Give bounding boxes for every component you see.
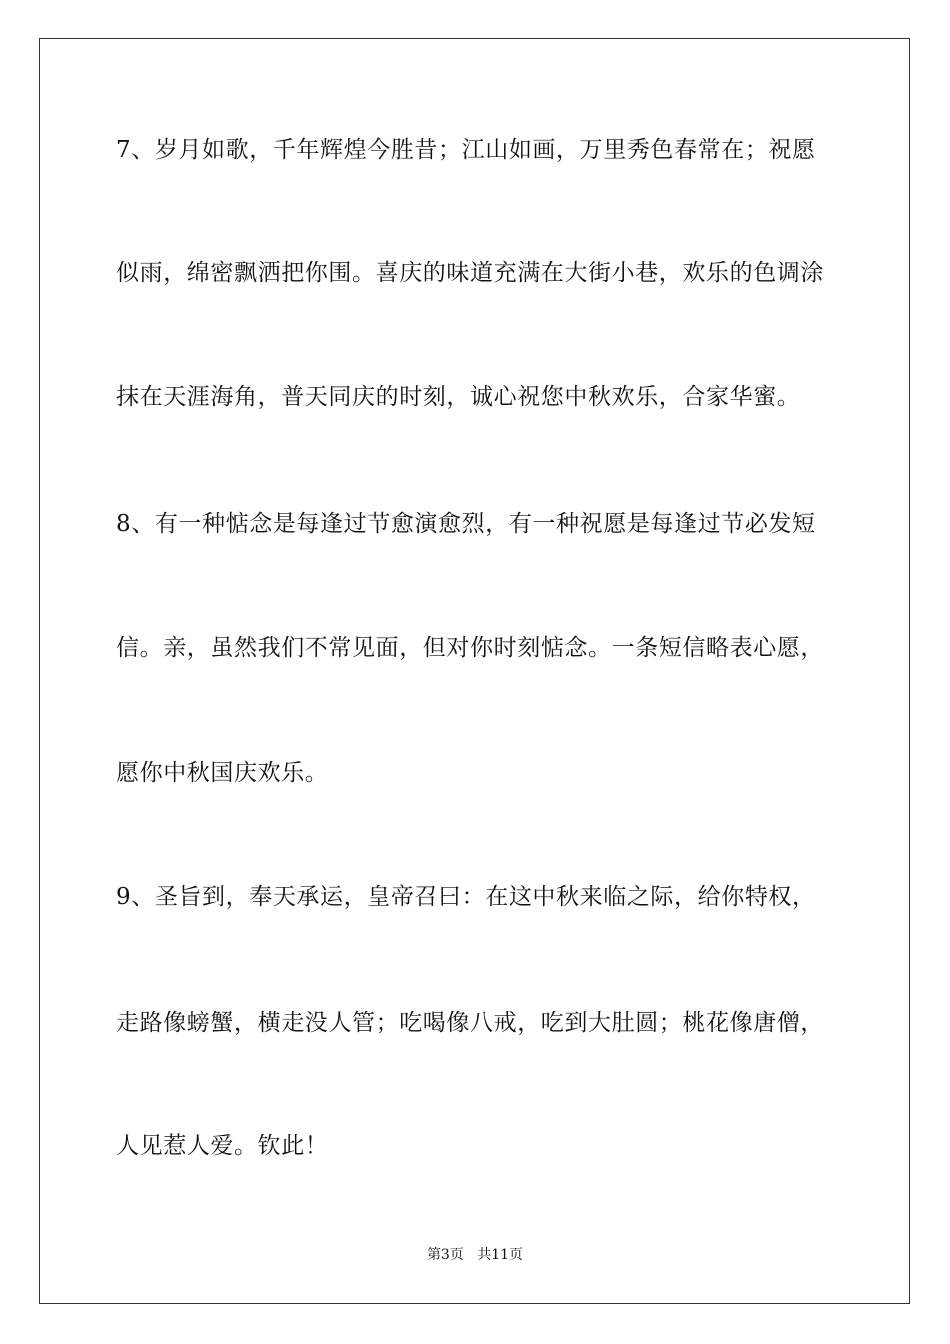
text-line-4: 8、有一种惦念是每逢过节愈演愈烈，有一种祝愿是每逢过节必发短	[116, 511, 816, 537]
page-border	[39, 38, 910, 1304]
text-line-3: 抹在天涯海角，普天同庆的时刻，诚心祝您中秋欢乐，合家华蜜。	[116, 384, 801, 410]
text-line-9: 人见惹人爱。钦此！	[116, 1133, 329, 1159]
text-line-6: 愿你中秋国庆欢乐。	[116, 760, 329, 786]
page-footer	[0, 1245, 950, 1265]
page-number: 第3页	[426, 1247, 464, 1263]
page-total: 共11页	[477, 1247, 524, 1263]
text-line-5: 信。亲，虽然我们不常见面，但对你时刻惦念。一条短信略表心愿，	[116, 635, 824, 661]
text-line-8: 走路像螃蟹，横走没人管；吃喝像八戒，吃到大肚圆；桃花像唐僧，	[116, 1010, 824, 1036]
text-line-1: 7、岁月如歌，千年辉煌今胜昔；江山如画，万里秀色春常在；祝愿	[116, 137, 816, 163]
text-line-2: 似雨，绵密飘洒把你围。喜庆的味道充满在大街小巷，欢乐的色调涂	[116, 260, 824, 286]
text-line-7: 9、圣旨到，奉天承运，皇帝召曰：在这中秋来临之际，给你特权，	[116, 884, 816, 910]
